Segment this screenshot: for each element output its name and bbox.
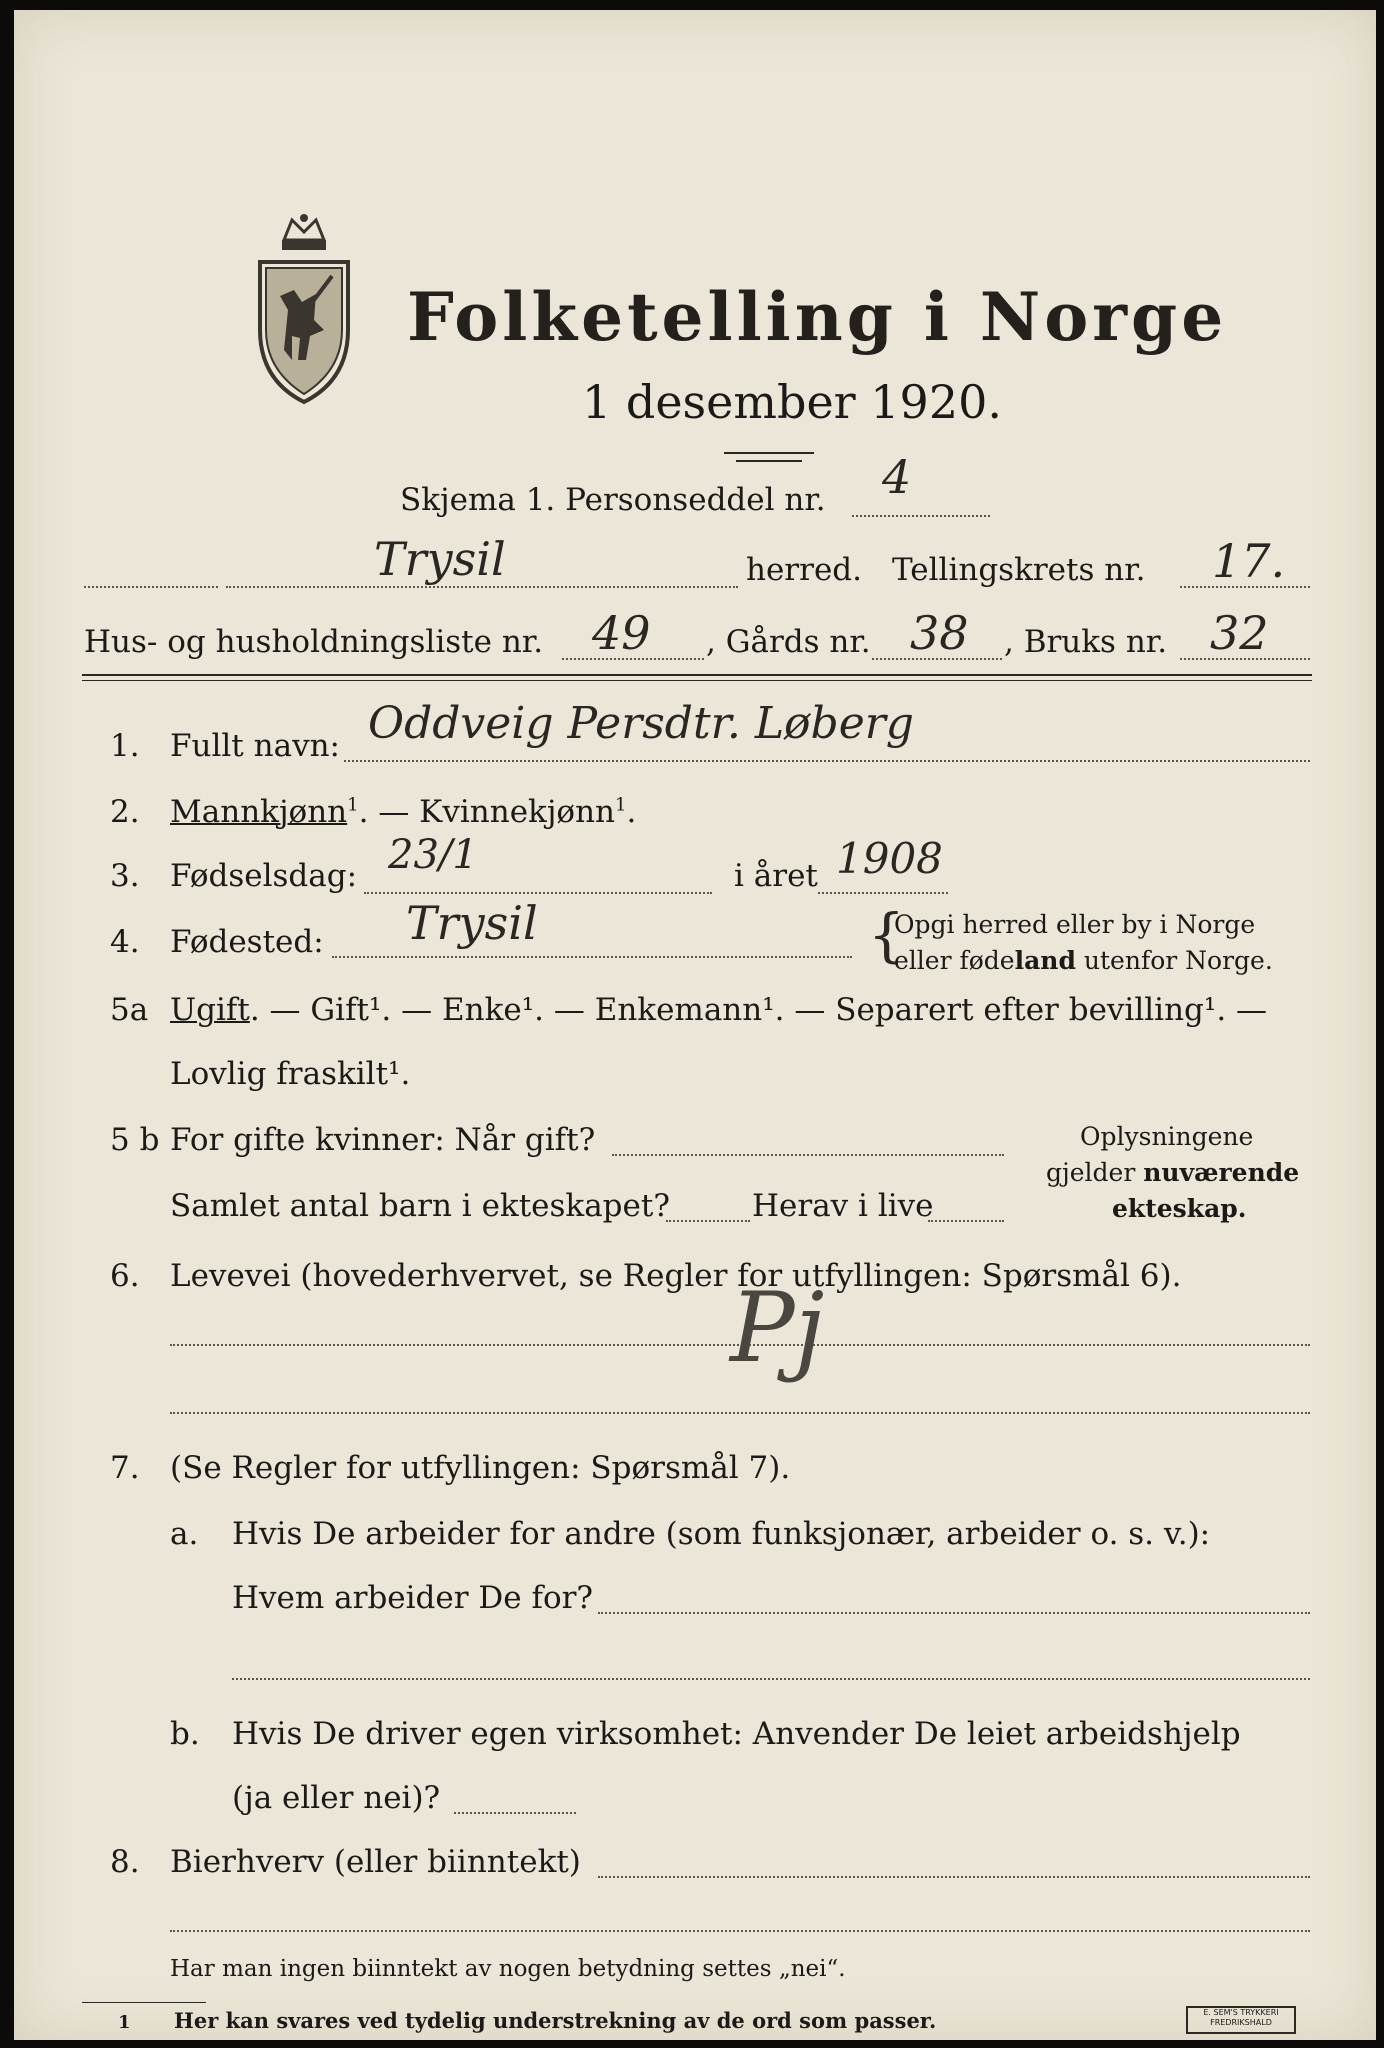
q1-number: 1. bbox=[110, 728, 140, 764]
married-when-field-line bbox=[612, 1154, 1004, 1156]
q3-number: 3. bbox=[110, 858, 140, 894]
title-divider-2 bbox=[736, 460, 802, 462]
option-kvinnekjonn[interactable]: Kvinnekjønn bbox=[419, 794, 616, 830]
q7a-text: Hvis De arbeider for andre (som funksjonær, arbeider o. s. v.): bbox=[232, 1516, 1211, 1552]
tellingskrets-value[interactable]: 17. bbox=[1212, 534, 1286, 588]
employer-field-line bbox=[598, 1612, 1310, 1614]
q5b-note1: Oplysningene bbox=[1080, 1122, 1254, 1151]
footnote-rule bbox=[82, 2002, 206, 2003]
herred-value[interactable]: Trysil bbox=[374, 532, 506, 586]
birthplace-value[interactable]: Trysil bbox=[406, 896, 538, 950]
q6-label: Levevei (hovederhvervet, se Regler for utfyllingen: Spørsmål 6). bbox=[170, 1258, 1182, 1294]
q5b-label1: For gifte kvinner: Når gift? bbox=[170, 1122, 596, 1158]
q7b-text: Hvis De driver egen virksomhet: Anvender De leiet arbeidshjelp bbox=[232, 1716, 1241, 1752]
note-brace: { bbox=[868, 901, 905, 969]
q3-label: Fødselsdag: bbox=[170, 858, 358, 894]
q4-number: 4. bbox=[110, 924, 140, 960]
norway-coat-of-arms-emblem bbox=[244, 210, 364, 414]
footer-note: Har man ingen biinntekt av nogen betydning settes „nei“. bbox=[170, 1956, 846, 1982]
form-date: 1 desember 1920. bbox=[582, 375, 1002, 429]
q5b-number: 5 b bbox=[110, 1122, 160, 1158]
form-title: Folketelling i Norge bbox=[407, 278, 1228, 356]
q5b-note2: gjelder nuværende bbox=[1046, 1158, 1300, 1187]
birth-year-value[interactable]: 1908 bbox=[836, 834, 943, 883]
q7a-sub: Hvem arbeider De for? bbox=[232, 1580, 594, 1616]
hired-help-field-line bbox=[454, 1812, 576, 1814]
herred-label: herred. bbox=[746, 552, 862, 588]
birthplace-note-line1: Opgi herred eller by i Norge bbox=[894, 910, 1256, 939]
occupation-field-line-2 bbox=[170, 1412, 1310, 1414]
employer-field-line-2 bbox=[232, 1678, 1310, 1680]
printer-stamp bbox=[1186, 2006, 1296, 2034]
personseddel-field-line bbox=[852, 515, 990, 517]
q2-number: 2. bbox=[110, 794, 140, 830]
full-name-value[interactable]: Oddveig Persdtr. Løberg bbox=[368, 698, 914, 749]
q2-options: Mannkjønn$^1$. — Kvinnekjønn$^1$. bbox=[170, 794, 637, 830]
printer-stamp-line1: E. SEM'S TRYKKERI bbox=[1203, 2008, 1279, 2017]
year-field-line bbox=[818, 892, 948, 894]
herred-field-line-left bbox=[84, 586, 218, 588]
q8-number: 8. bbox=[110, 1844, 140, 1880]
birthday-field-line bbox=[364, 892, 712, 894]
census-form-sheet bbox=[14, 10, 1376, 2040]
herred-field-line bbox=[226, 586, 738, 588]
skjema-label: Skjema 1. Personseddel nr. bbox=[400, 482, 826, 518]
bruks-label: , Bruks nr. bbox=[1004, 624, 1168, 660]
q4-label: Fødested: bbox=[170, 924, 324, 960]
side-income-field-line-2 bbox=[170, 1930, 1310, 1932]
birthday-value[interactable]: 23/1 bbox=[388, 832, 478, 878]
hus-nr-value[interactable]: 49 bbox=[592, 606, 651, 660]
hus-label: Hus- og husholdningsliste nr. bbox=[84, 624, 544, 660]
birthplace-note-line2: eller fødeland utenfor Norge. bbox=[894, 946, 1273, 975]
footnote-number: 1 bbox=[118, 2012, 131, 2033]
footnote-text: Her kan svares ved tydelig understrekning av de ord som passer. bbox=[174, 2008, 937, 2033]
birthplace-field-line bbox=[332, 956, 852, 958]
year-label: i året bbox=[734, 858, 818, 894]
children-field-line bbox=[666, 1220, 750, 1222]
occupation-value[interactable]: Pj bbox=[730, 1272, 825, 1384]
q1-field-line bbox=[344, 760, 1310, 762]
q7b-letter: b. bbox=[170, 1716, 200, 1752]
q7-number: 7. bbox=[110, 1450, 140, 1486]
header-rule bbox=[82, 674, 1312, 676]
tellingskrets-label: Tellingskrets nr. bbox=[892, 552, 1146, 588]
printer-stamp-line2: FREDRIKSHALD bbox=[1210, 2018, 1272, 2027]
q5b-note3: ekteskap. bbox=[1112, 1194, 1247, 1223]
q7a-letter: a. bbox=[170, 1516, 199, 1552]
bruks-nr-value[interactable]: 32 bbox=[1210, 606, 1269, 660]
q7b-sub: (ja eller nei)? bbox=[232, 1780, 441, 1816]
title-divider bbox=[724, 452, 814, 454]
q5a-line2: Lovlig fraskilt¹. bbox=[170, 1056, 411, 1092]
q7-label: (Se Regler for utfyllingen: Spørsmål 7). bbox=[170, 1450, 791, 1486]
gards-nr-value[interactable]: 38 bbox=[910, 606, 969, 660]
option-mannkjonn[interactable]: Mannkjønn bbox=[170, 794, 348, 830]
q5a-options: Ugift. — Gift¹. — Enke¹. — Enkemann¹. — Separert efter bevilling¹. — bbox=[170, 992, 1268, 1028]
q5a-number: 5a bbox=[110, 992, 149, 1028]
personseddel-nr-value[interactable]: 4 bbox=[882, 450, 912, 504]
alive-field-line bbox=[928, 1220, 1004, 1222]
q5b-label2: Samlet antal barn i ekteskapet? bbox=[170, 1188, 670, 1224]
side-income-field-line bbox=[598, 1876, 1310, 1878]
q5b-label3: Herav i live bbox=[752, 1188, 934, 1224]
q6-number: 6. bbox=[110, 1258, 140, 1294]
header-rule-2 bbox=[82, 680, 1312, 681]
q1-label: Fullt navn: bbox=[170, 728, 340, 764]
option-ugift[interactable]: Ugift bbox=[170, 992, 250, 1028]
gards-label: , Gårds nr. bbox=[706, 624, 871, 660]
q8-label: Bierhverv (eller biinntekt) bbox=[170, 1844, 581, 1880]
